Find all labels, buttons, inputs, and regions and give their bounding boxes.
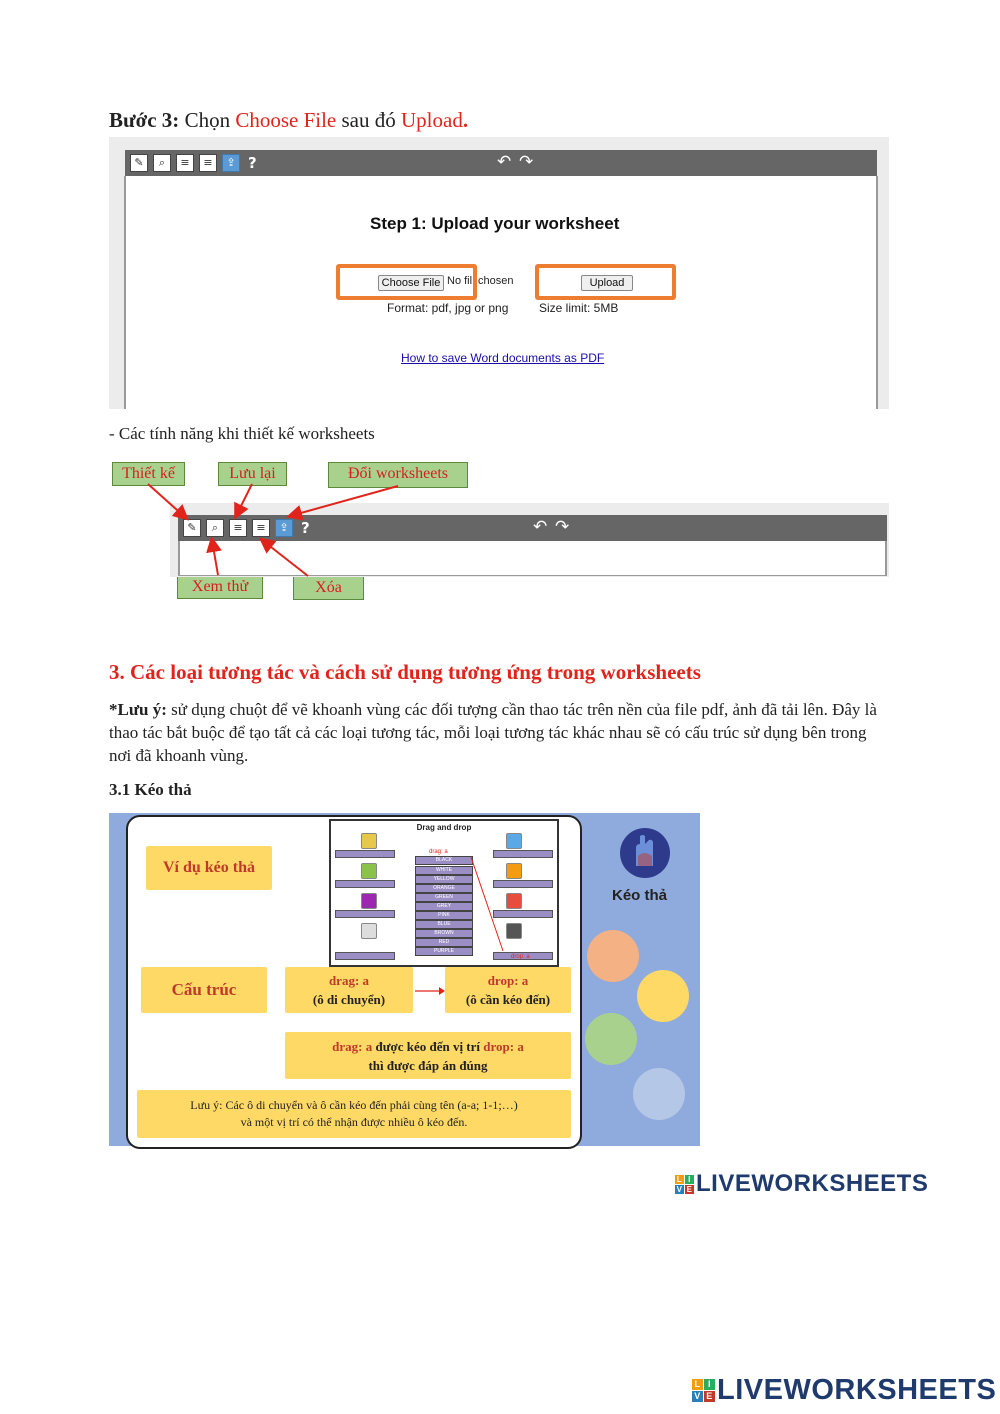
save-icon[interactable]: ≡ bbox=[229, 519, 247, 537]
word-chip: RED bbox=[415, 938, 473, 947]
word-chip: BLUE bbox=[415, 920, 473, 929]
switch-worksheet-icon[interactable]: ⇪ bbox=[222, 154, 240, 172]
undo-icon[interactable]: ↶ bbox=[533, 517, 548, 537]
rule-mid: được kéo đến vị trí bbox=[372, 1039, 484, 1054]
decor-circle-green bbox=[585, 1013, 637, 1065]
edit-icon[interactable]: ✎ bbox=[183, 519, 201, 537]
thumb-drag-label: drag: a bbox=[429, 849, 448, 855]
preview-icon[interactable]: ⌕ bbox=[206, 519, 224, 537]
save-pdf-link[interactable]: How to save Word documents as PDF bbox=[401, 351, 605, 365]
size-limit-text: Size limit: 5MB bbox=[539, 301, 619, 315]
drag-title: drag: a bbox=[328, 973, 370, 988]
drag-drop-arrow bbox=[413, 985, 447, 997]
label-design: Thiết kế bbox=[112, 462, 185, 486]
redo-icon[interactable]: ↷ bbox=[555, 517, 570, 537]
step3-text-2: sau đó bbox=[336, 108, 401, 132]
label-save: Lưu lại bbox=[218, 462, 287, 486]
upload-title: Step 1: Upload your worksheet bbox=[370, 214, 620, 233]
help-icon[interactable]: ? bbox=[301, 519, 310, 537]
slide-content bbox=[126, 815, 582, 1149]
help-icon[interactable]: ? bbox=[248, 154, 257, 172]
save-icon[interactable]: ≡ bbox=[176, 154, 194, 172]
word-chip: PINK bbox=[415, 911, 473, 920]
logo-mark-e: E bbox=[686, 1184, 693, 1194]
logo-mark-e: E bbox=[704, 1391, 715, 1402]
step3-choose-text: Choose File bbox=[235, 108, 337, 132]
logo-mark-i: I bbox=[704, 1379, 715, 1390]
decor-circle-blue bbox=[633, 1068, 685, 1120]
section-3-heading: 3. Các loại tương tác và cách sử dụng tương ứng trong worksheets bbox=[109, 660, 701, 684]
drag-sub: (ô di chuyển) bbox=[312, 992, 386, 1007]
logo-mark bbox=[692, 1379, 715, 1402]
delete-icon[interactable]: ≡ bbox=[252, 519, 270, 537]
rule-drag: drag: a bbox=[332, 1039, 373, 1054]
format-text: Format: pdf, jpg or png bbox=[387, 301, 509, 315]
note-paragraph bbox=[109, 698, 889, 767]
caution-box bbox=[137, 1090, 571, 1138]
delete-icon[interactable]: ≡ bbox=[199, 154, 217, 172]
logo-text: LIVEWORKSHEETS bbox=[717, 1374, 997, 1406]
drag-drop-slide bbox=[109, 813, 700, 1146]
switch-worksheet-icon[interactable]: ⇪ bbox=[275, 519, 293, 537]
caution-line-1: Lưu ý: Các ô di chuyển và ô cần kéo đến phải cùng tên (a-a; 1-1;…) bbox=[190, 1098, 518, 1112]
logo-mark-i: I bbox=[685, 1175, 694, 1184]
logo-text: LIVEWORKSHEETS bbox=[696, 1170, 929, 1197]
example-box: Ví dụ kéo thả bbox=[146, 846, 272, 890]
features-line: - Các tính năng khi thiết kế worksheets bbox=[109, 424, 375, 443]
hand-drag-icon bbox=[618, 826, 672, 880]
redo-icon[interactable]: ↷ bbox=[519, 152, 534, 172]
step3-upload-text: Upload bbox=[401, 108, 463, 132]
logo-mark bbox=[675, 1175, 694, 1194]
rule-drop: drop: a bbox=[483, 1039, 524, 1054]
subsection-3-1: 3.1 Kéo thả bbox=[109, 780, 192, 799]
undo-icon[interactable]: ↶ bbox=[497, 152, 512, 172]
step3-text-1: Chọn bbox=[179, 108, 236, 132]
word-chip: GREEN bbox=[415, 893, 473, 902]
logo-mark-l: L bbox=[676, 1174, 683, 1184]
thumb-arrow bbox=[331, 821, 557, 965]
drop-box bbox=[445, 967, 571, 1013]
drop-sub: (ô cần kéo đến) bbox=[465, 992, 551, 1007]
word-chip: ORANGE bbox=[415, 884, 473, 893]
word-chip: BLACK bbox=[415, 856, 473, 865]
label-switch: Đổi worksheets bbox=[328, 462, 468, 488]
keo-tha-label: Kéo thả bbox=[612, 887, 668, 904]
note-label: *Lưu ý: bbox=[109, 700, 167, 719]
preview-icon[interactable]: ⌕ bbox=[153, 154, 171, 172]
logo-mark-l: L bbox=[692, 1379, 703, 1390]
word-chip: WHITE bbox=[415, 866, 473, 875]
logo-mark-v: V bbox=[692, 1391, 703, 1402]
caution-line-2: và một vị trí có thể nhận được nhiều ô kéo đến. bbox=[240, 1115, 468, 1129]
logo-mark-v: V bbox=[676, 1184, 683, 1194]
thumb-title: Drag and drop bbox=[416, 823, 472, 832]
step3-dot: . bbox=[462, 108, 469, 132]
liveworksheets-logo-footer bbox=[692, 1374, 996, 1407]
word-chip: YELLOW bbox=[415, 875, 473, 884]
label-delete: Xóa bbox=[293, 576, 364, 600]
edit-icon[interactable]: ✎ bbox=[130, 154, 148, 172]
upload-button[interactable]: Upload bbox=[581, 275, 633, 291]
label-preview: Xem thử bbox=[177, 575, 263, 599]
choose-file-button[interactable]: Choose File bbox=[378, 275, 444, 291]
thumb-drop-label: drop: a bbox=[511, 954, 530, 960]
liveworksheets-logo bbox=[675, 1170, 928, 1198]
structure-box: Cấu trúc bbox=[141, 967, 267, 1013]
step3-label: Bước 3: bbox=[109, 108, 180, 132]
note-text: sử dụng chuột để vẽ khoanh vùng các đối tượng cần thao tác trên nền của file pdf, ảnh đã tải lên. Đây là thao tác bắt buộc để tạo tất cả các loại tương tác, mỗi loại tương tác khác nhau sẽ có cấu trúc sử dụng bên trong nơi đã khoanh vùng. bbox=[109, 700, 877, 765]
drop-title: drop: a bbox=[487, 973, 529, 988]
rule-end: thì được đáp án đúng bbox=[368, 1058, 488, 1073]
word-chip: PURPLE bbox=[415, 947, 473, 956]
word-chip: BROWN bbox=[415, 929, 473, 938]
rule-box bbox=[285, 1032, 571, 1079]
no-file-text: No fil bbox=[447, 275, 473, 287]
word-chip: GREY bbox=[415, 902, 473, 911]
drag-box bbox=[285, 967, 413, 1013]
decor-circle-yellow bbox=[637, 970, 689, 1022]
decor-circle-orange bbox=[587, 930, 639, 982]
chosen-text: chosen bbox=[478, 275, 514, 287]
drag-drop-thumbnail bbox=[329, 819, 559, 967]
